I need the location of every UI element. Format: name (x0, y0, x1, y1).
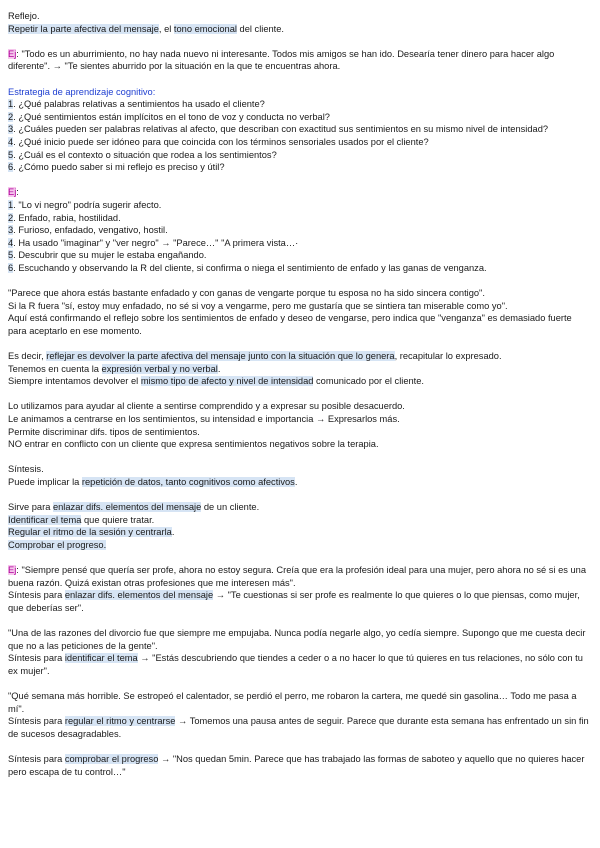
list-item: 1. ¿Qué palabras relativas a sentimientos ha usado el cliente? (8, 99, 265, 110)
example-6-sintesis: Síntesis para comprobar el progreso → "Nos quedan 5min. Parece que has trabajado las formas de saboteo y aquello que no quieres hacer pero escapa de tu control…" (8, 754, 585, 777)
example-4-sintesis: Síntesis para identificar el tema → "Estás descubriendo que tiendes a ceder o a no hacer lo que tú quieres en tus relaciones, no sólo con tu ex mujer". (8, 653, 583, 676)
reflejo-definition: Repetir la parte afectiva del mensaje, el tono emocional del cliente. (8, 23, 284, 34)
list-item: 6. Escuchando y observando la R del cliente, si confirma o niega el sentimiento de enfado y las ganas de venganza. (8, 262, 487, 273)
list-item: 1. "Lo vi negro" podría sugerir afecto. (8, 199, 162, 210)
section-title-reflejo: Reflejo. (8, 11, 40, 21)
list-item: 4. ¿Qué inicio puede ser idóneo para que coincida con los términos sensoriales usados por el cliente? (8, 136, 429, 147)
list-item: 5. ¿Cuál es el contexto o situación que rodea a los sentimientos? (8, 149, 277, 160)
paragraph-line: Permite discriminar difs. tipos de sentimientos. (8, 426, 200, 437)
strategy-heading: Estrategia de aprendizaje cognitivo: (8, 86, 156, 97)
list-item: 4. Ha usado "imaginar" y "ver negro" → "Parece…" "A primera vista…· (8, 237, 299, 248)
paragraph-line: Sirve para enlazar difs. elementos del mensaje de un cliente. (8, 502, 260, 513)
highlight: tono emocional (173, 23, 237, 34)
example-5-sintesis: Síntesis para regular el ritmo y centrarse → Tomemos una pausa antes de seguir. Parece que durante esta semana has enfrentado un sin fin de sucesos desagradables. (8, 716, 589, 739)
list-item: 2. ¿Qué sentimientos están implícitos en el tono de voz y conducta no verbal? (8, 111, 330, 122)
highlight: Regular el ritmo de la sesión y centrarla (8, 527, 172, 538)
paragraph-line: Aquí está confirmando el reflejo sobre los sentimientos de enfado y deseo de vengarse, pero indica que "venganza" es demasiado fuerte para aceptarlo en ese momento. (8, 313, 572, 336)
paragraph-line: Siempre intentamos devolver el mismo tipo de afecto y nivel de intensidad comunicado por el cliente. (8, 376, 425, 387)
sintesis-definition: Puede implicar la repetición de datos, tanto cognitivos como afectivos. (8, 476, 298, 487)
highlight: comprobar el progreso (64, 754, 159, 765)
paragraph-line: Es decir, reflejar es devolver la parte afectiva del mensaje junto con la situación que lo genera, recapitular lo expresado. (8, 351, 502, 362)
highlight: Repetir la parte afectiva del mensaje (8, 23, 159, 34)
example-3-sintesis: Síntesis para enlazar difs. elementos del mensaje → "Te cuestionas si ser profe es realmente lo que quieres o lo que piensas, como mujer, que deberías ser". (8, 590, 580, 613)
section-title-sintesis: Síntesis. (8, 464, 44, 475)
paragraph-line: Le animamos a centrarse en los sentimientos, su intensidad e importancia → Expresarlos más. (8, 414, 400, 424)
highlight: Identificar el tema (8, 514, 82, 525)
list-item: 5. Descubrir que su mujer le estaba engañando. (8, 250, 207, 261)
example-1: Ej: "Todo es un aburrimiento, no hay nada nuevo ni interesante. Todos mis amigos se han ido. Desearía tener dinero para hacer algo diferente". → "Te sientes aburrido por la situación en la que te encuentras ahora. (8, 48, 555, 72)
list-item: 2. Enfado, rabia, hostilidad. (8, 212, 121, 223)
paragraph-line: Si la R fuera "sí, estoy muy enfadado, no sé si voy a vengarme, pero me gustaría que se sintiera tan miserable como yo". (8, 300, 508, 311)
example-3: Ej: "Siempre pensé que quería ser profe, ahora no estoy segura. Creía que era la profesión ideal para una mujer, pero ahora no sé si es una buena razón. Quizá existan otras profesiones que me interesen más". (8, 565, 587, 588)
paragraph-line: Regular el ritmo de la sesión y centrarla. (8, 527, 175, 538)
example-5-quote: "Qué semana más horrible. Se estropeó el calentador, se perdió el perro, me robaron la cartera, me quedé sin gasolina… Todo me pasa a mí". (8, 691, 577, 714)
ej-label: Ej (8, 565, 17, 576)
highlight: expresión verbal y no verbal (101, 363, 218, 374)
highlight: identificar el tema (64, 653, 138, 664)
paragraph-line (8, 539, 592, 552)
example-2-label: Ej: (8, 187, 19, 198)
highlight: enlazar difs. elementos del mensaje (52, 502, 202, 513)
highlight: enlazar difs. elementos del mensaje (64, 590, 214, 601)
highlight: mismo tipo de afecto y nivel de intensidad (140, 376, 314, 387)
paragraph-line: Identificar el tema que quiere tratar. (8, 514, 155, 525)
strategy-list (8, 98, 592, 174)
paragraph-line: Lo utilizamos para ayudar al cliente a sentirse comprendido y a expresar su posible desacuerdo. (8, 401, 405, 412)
list-item: 3. Furioso, enfadado, vengativo, hostil. (8, 225, 168, 236)
paragraph-line: Tenemos en cuenta la expresión verbal y no verbal. (8, 363, 221, 374)
highlight: regular el ritmo y centrarse (64, 716, 176, 727)
paragraph-line: NO entrar en conflicto con un cliente que expresa sentimientos negativos sobre la terapia. (8, 439, 379, 450)
example-4-quote: "Una de las razones del divorcio fue que siempre me empujaba. Nunca podía negarle algo, yo cedía siempre. Supongo que me cuesta decir que no a las peticiones de la gente". (8, 628, 586, 651)
ej-label: Ej (8, 48, 17, 59)
highlight: Comprobar el progreso. (8, 539, 107, 550)
list-item: 6. ¿Cómo puedo saber si mi reflejo es preciso y útil? (8, 162, 225, 173)
example-2-list (8, 199, 592, 275)
highlight: reflejar es devolver la parte afectiva del mensaje junto con la situación que lo genera (46, 351, 395, 362)
list-item: 3. ¿Cuáles pueden ser palabras relativas al afecto, que describan con exactitud sus sentimientos en su mismo nivel de intensidad? (8, 124, 549, 135)
ej-label: Ej (8, 187, 17, 198)
paragraph-line: "Parece que ahora estás bastante enfadado y con ganas de vengarte porque tu esposa no ha sido sincera contigo". (8, 288, 485, 299)
highlight: repetición de datos, tanto cognitivos como afectivos (81, 476, 295, 487)
